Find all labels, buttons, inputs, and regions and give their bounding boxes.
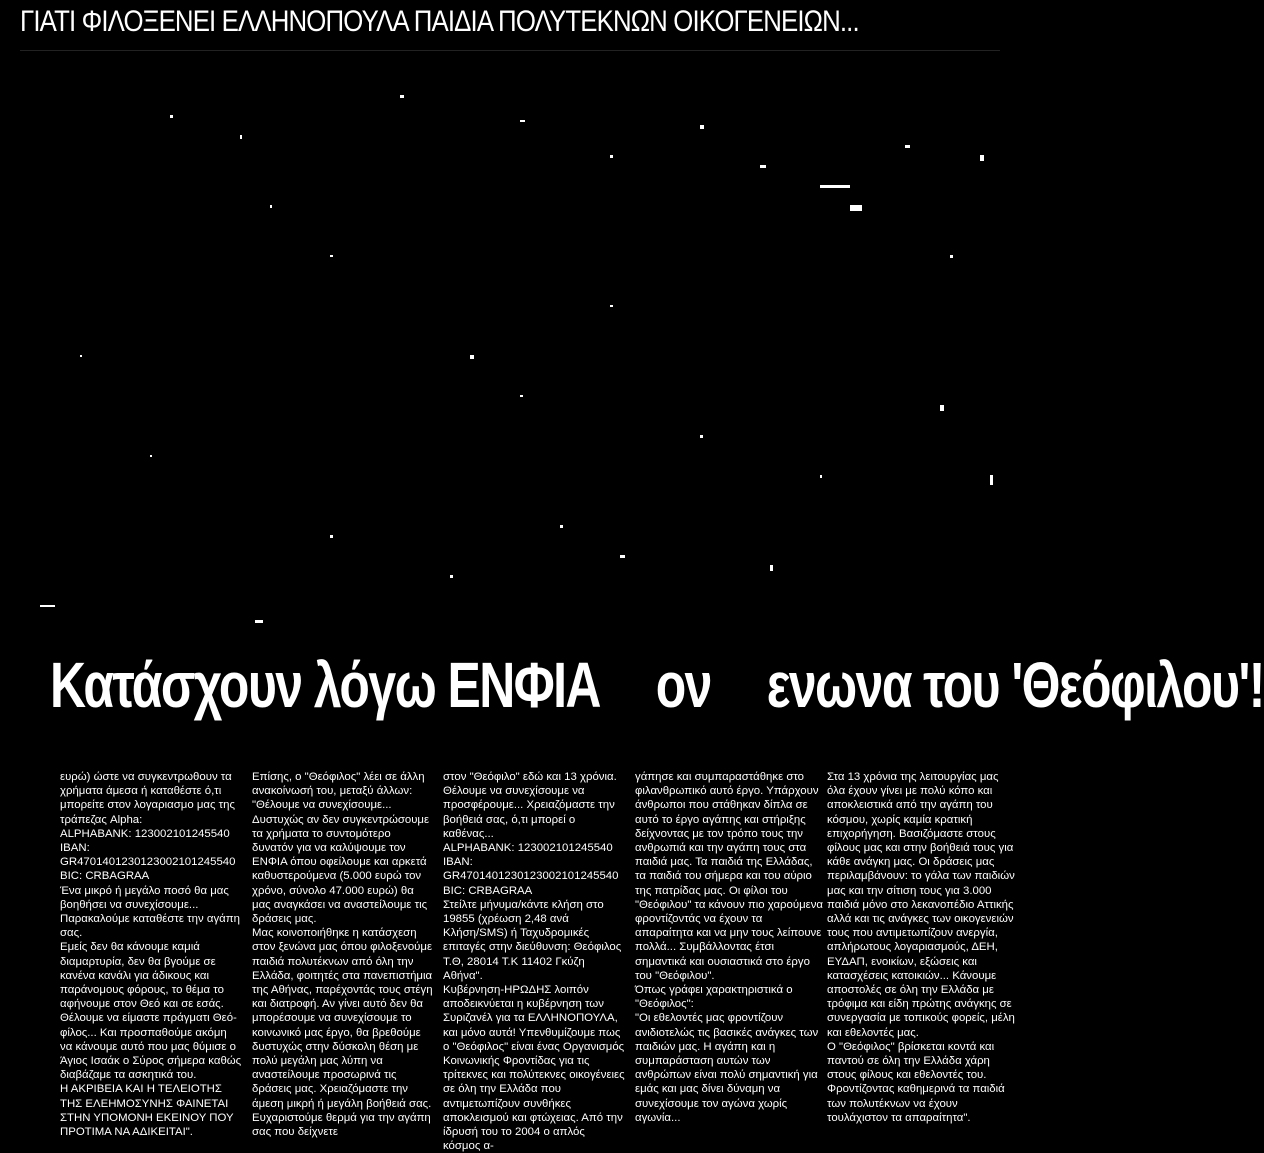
paragraph: στον "Θεόφιλο" εδώ και 13 χρόνια.: [443, 771, 617, 783]
article-column-1: [60, 770, 242, 1139]
paragraph: Μας κοινοποιήθηκε η κατάσχεση στον ξενώνα μας όπου φιλοξενούμε παιδιά πολυτέκνων από όλη την Ελλάδα, φοιτητές στα πανεπιστήμια της Αθήνας, παρέχοντάς τους στέγη και διατροφή. Αν γίνει αυτό δεν θα μπορέσουμε να συνεχίσουμε το κοινωνικό μας έργο, θα βρεθούμε δυστυχώς στην δύσκολη θέση με πολύ μεγάλη μας λύπη να αναστείλουμε προσωρινά τις δράσεις μας. Χρειαζόμαστε την άμεση μικρή ή μεγάλη βοήθειά σας. Ευχαριστούμε θερμά για την αγάπη σας που δείχνετε: [252, 927, 433, 1139]
paragraph: ALPHABANK: 123002101245540: [60, 827, 230, 840]
headline: [50, 640, 1264, 730]
dark-photo: [0, 55, 1024, 655]
article-column-2: [252, 770, 434, 1139]
kicker-title: ΓΙΑΤΙ ΦΙΛΟΞΕΝΕΙ ΕΛΛΗΝΟΠΟΥΛΑ ΠΑΙΔΙΑ ΠΟΛΥΤΕΚΝΩΝ ΟΙΚΟΓΕΝΕΙΩΝ...: [20, 5, 859, 38]
photo-speckles: [0, 55, 1024, 655]
paragraph: IBAN:: [443, 856, 473, 869]
paragraph: Θέλουμε να συνεχίσουμε να προσφέρουμε... Χρειαζόμαστε την βοήθειά σας, ό,τι μπορεί ο καθένας...: [443, 785, 615, 840]
paragraph: Επίσης, ο "Θεόφιλος" λέει σε άλλη ανακοίνωσή του, μεταξύ άλλων:: [252, 771, 425, 798]
paragraph: ευρώ) ώστε να συγκεντρωθουν τα χρήματα άμεσα ή καταθέστε ό,τι μπορείτε στον λογαριασμο μας της τράπεζας Alpha:: [60, 771, 235, 826]
paragraph: BIC: CRBAGRAA: [443, 884, 533, 897]
paragraph: Ο "Θεόφιλος" βρίσκεται κοντά και παντού σε όλη την Ελλάδα χάρη στους φίλους και εθελοντές του. Φροντίζοντας καθημερινά τα παιδιά των πολυτέκνων να έχουν τουλάχιστον τα απαραίτητα".: [827, 1040, 1005, 1124]
paragraph: Όπως γράφει χαρακτηριστικά ο "Θεόφιλος":: [635, 984, 793, 1011]
paragraph: BIC: CRBAGRAA: [60, 870, 150, 883]
paragraph: γάπησε και συμπαραστάθηκε στο φιλανθρωπικό αυτό έργο. Υπάρχουν άνθρωποι που στάθηκαν δίπλα σε αυτό το έργο αγάπης και στήριξης δείχνοντας με τον τρόπο τους την ανθρωπιά και την αγάπη τους στα παιδιά μας. Τα παιδιά της Ελλάδας, τα παιδιά του σήμερα και του αύριο της πατρίδας μας. Οι φίλοι του "Θεόφιλου" τα κάνουν πιο χαρούμενα φροντίζοντάς να έχουν τα απαραίτητα και να μην τους λείπουνε πολλά... Συμβάλλοντας έτσι σημαντικά και ουσιαστικά στο έργο του "Θεόφιλου".: [635, 771, 823, 982]
paragraph: Ένα μικρό ή μεγάλο ποσό θα μας βοηθήσει να συνεχίσουμε... Παρακαλούμε καταθέστε την αγάπη σας.: [60, 884, 240, 940]
paragraph: Κυβέρνηση-ΗΡΩΔΗΣ λοιπόν αποδεικνύεται η κυβέρνηση των Συριζανέλ για τα ΕΛΛΗΝΟΠΟΥΛΑ, και μόνο αυτά! Υπενθυμίζουμε πως ο "Θεόφιλος" είναι ένας Οργανισμός Κοινωνικής Φροντίδας για τις τρίτεκνες και πολύτεκνες οικογένειες σε όλη την Ελλάδα που αντιμετωπίζουν συνθήκες αποκλεισμού και φτώχειας. Από την ίδρυσή του το 2004 ο απλός κόσμος α-: [443, 984, 625, 1153]
paragraph: GR4701401230123002101245540: [60, 856, 236, 869]
paragraph: Στείλτε μήνυμα/κάντε κλήση στο 19855 (χρέωση 2,48 ανά Κλήση/SMS) ή Ταχυδρομικές επιταγές στην διεύθυνση: Θεόφιλος Τ.Θ, 28014 Τ.Κ 11402 Γκύζη Αθήνα".: [443, 898, 622, 982]
paragraph: Δυστυχώς αν δεν συγκεντρώσουμε τα χρήματα το συντομότερο δυνατόν για να καλύψουμε τον ΕΝΦΙΑ όπου οφείλουμε και αρκετά καθυστερούμενα (5.000 ευρώ τον χρόνο, σύνολο 47.000 ευρώ) θα μας αναγκάσει να αναστείλουμε τις δράσεις μας.: [252, 813, 430, 926]
article-column-5: [827, 770, 1017, 1125]
article-body: [60, 770, 1015, 1153]
headline-part-3: ενωνα του 'Θεόφιλου'!: [766, 649, 1264, 721]
paragraph: Στα 13 χρόνια της λειτουργίας μας όλα έχουν γίνει με πολύ κόπο και αποκλειστικά από την αγάπη του κόσμου, χωρίς καμία κρατική επιχορήγηση. Βασιζόμαστε στους φίλους μας και στην βοήθειά τους για κάθε ανάγκη μας. Οι δράσεις μας περιλαμβάνουν: το γάλα των παιδιών μας και την σίτιση τους για 3.000 παιδιά μόνο στο λεκανοπέδιο Αττικής αλλά και τις ανάγκες των οικογενειών τους που αντιμετωπίζουν ανεργία, απλήρωτους λογαριασμούς, ΔΕΗ, ΕΥΔΑΠ, ενοικίων, εξώσεις και κατασχέσεις κατοικιών... Κάνουμε αποστολές σε όλη την Ελλάδα με τρόφιμα και είδη πρώτης ανάγκης σε συνεργασία με τοπικούς φορείς, μέλη και εθελοντές μας.: [827, 771, 1015, 1039]
headline-part-2: ον: [655, 649, 711, 721]
paragraph: GR4701401230123002101245540: [443, 870, 619, 883]
paragraph: Η ΑΚΡΙΒΕΙΑ ΚΑΙ Η ΤΕΛΕΙΟΤΗΣ ΤΗΣ ΕΛΕΗΜΟΣΥΝΗΣ ΦΑΙΝΕΤΑΙ ΣΤΗΝ ΥΠΟΜΟΝΗ ΕΚΕΙΝΟΥ ΠΟΥ ΠΡΟΤΙΜΑ ΝΑ ΑΔΙΚΕΙΤΑΙ".: [60, 1083, 234, 1139]
paragraph: "Θέλουμε να συνεχίσουμε...: [252, 799, 392, 812]
paragraph: "Οι εθελοντές μας φροντίζουν ανιδιοτελώς τις βασικές ανάγκες των παιδιών μας. Η αγάπη και η συμπαράσταση αυτών των ανθρώπων είναι πολύ σημαντική για εμάς και μας δίνει δύναμη να συνεχίσουμε τον αγώνα χωρίς αγωνία...: [635, 1012, 819, 1124]
article-column-3: [443, 770, 625, 1153]
headline-part-1: Κατάσχουν λόγω ΕΝΦΙΑ: [50, 649, 600, 721]
paragraph: IBAN:: [60, 842, 90, 855]
kicker-rule: [20, 50, 1000, 51]
paragraph: Εμείς δεν θα κάνουμε καμιά διαμαρτυρία, δεν θα βγούμε σε κανένα κανάλι για άδικους και παράνομους φόρους, το θέμα το αφήνουμε στον Θεό και σε εσάς. Θέλουμε να είμαστε πράγματι Θεό-φίλος... Και προσπαθούμε ακόμη να κάνουμε αυτό που μας θύμισε ο Άγιος Ισαάκ ο Σύρος σήμερα καθώς διαβάζαμε τα ασκητικά του.: [60, 941, 242, 1082]
paragraph: ALPHABANK: 123002101245540: [443, 842, 613, 855]
article-column-4: [635, 770, 823, 1125]
